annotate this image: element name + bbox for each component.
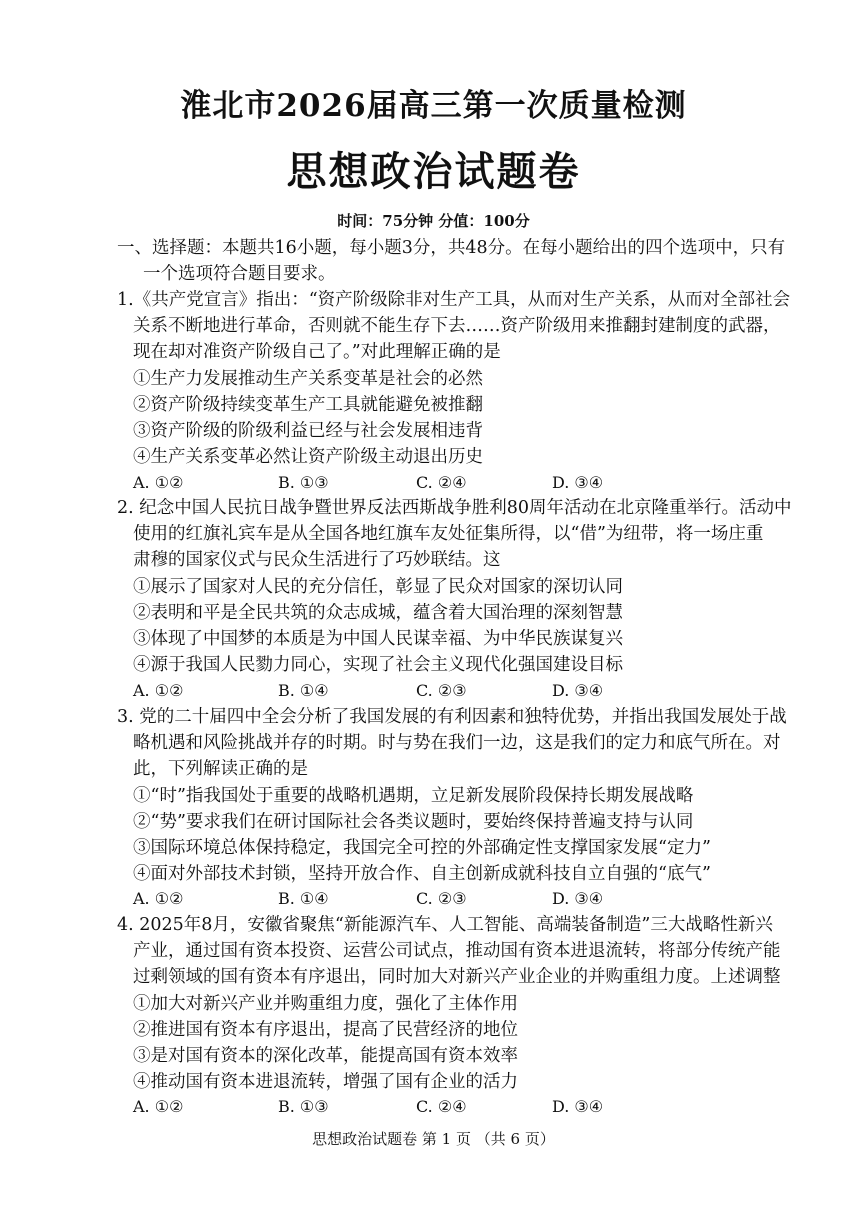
question-3-choice: ①“时”指我国处于重要的战略机遇期，立足新发展阶段保持长期发展战略 bbox=[133, 786, 694, 806]
option-a: A. ①② bbox=[133, 1097, 184, 1116]
question-3-choice: ②“势”要求我们在研讨国际社会各类议题时，要始终保持普遍支持与认同 bbox=[133, 812, 694, 832]
question-2-choice: ①展示了国家对人民的充分信任，彰显了民众对国家的深切认同 bbox=[133, 577, 623, 597]
section-instruction: 一、选择题：本题共16小题，每小题3分，共48分。在每小题给出的四个选项中，只有 bbox=[117, 238, 786, 258]
option-d: D. ③④ bbox=[552, 681, 604, 700]
question-2-choice: ③体现了中国梦的本质是为中国人民谋幸福、为中华民族谋复兴 bbox=[133, 629, 623, 649]
option-a: A. ①② bbox=[133, 889, 184, 908]
question-3-text: 3. 党的二十届四中全会分析了我国发展的有利因素和独特优势，并指出我国发展处于战 bbox=[117, 707, 787, 727]
option-d: D. ③④ bbox=[552, 889, 604, 908]
question-4-text: 4. 2025年8月，安徽省聚焦“新能源汽车、人工智能、高端装备制造”三大战略性新兴 bbox=[117, 915, 773, 935]
option-a: A. ①② bbox=[133, 473, 184, 492]
option-c: C. ②③ bbox=[416, 681, 467, 700]
option-d: D. ③④ bbox=[552, 473, 604, 492]
option-b: B. ①③ bbox=[278, 473, 329, 492]
subject-title: 思想政治试题卷 bbox=[286, 148, 581, 195]
option-b: B. ①③ bbox=[278, 1097, 329, 1116]
question-1-choice: ①生产力发展推动生产关系变革是社会的必然 bbox=[133, 369, 483, 389]
question-4-choice: ②推进国有资本有序退出，提高了民营经济的地位 bbox=[133, 1020, 518, 1040]
question-3-text: 略机遇和风险挑战并存的时期。时与势在我们一边，这是我们的定力和底气所在。对 bbox=[133, 733, 781, 753]
page-footer: 思想政治试题卷 第 1 页 （共 6 页） bbox=[312, 1130, 555, 1148]
option-a: A. ①② bbox=[133, 681, 184, 700]
question-3-text: 此，下列解读正确的是 bbox=[133, 759, 308, 779]
exam-meta: 时间：75分钟 分值：100分 bbox=[337, 212, 530, 230]
exam-title: 淮北市2026届高三第一次质量检测 bbox=[180, 88, 687, 124]
question-4-options bbox=[133, 1096, 633, 1118]
question-2-choice: ④源于我国人民勠力同心，实现了社会主义现代化强国建设目标 bbox=[133, 655, 623, 675]
question-2-choice: ②表明和平是全民共筑的众志成城，蕴含着大国治理的深刻智慧 bbox=[133, 603, 623, 623]
question-2-text: 使用的红旗礼宾车是从全国各地红旗车友处征集所得，以“借”为纽带，将一场庄重 bbox=[133, 524, 764, 544]
option-b: B. ①④ bbox=[278, 889, 329, 908]
question-2-options bbox=[133, 680, 633, 702]
question-1-choice: ②资产阶级持续变革生产工具就能避免被推翻 bbox=[133, 395, 483, 415]
question-1-text: 1.《共产党宣言》指出：“资产阶级除非对生产工具，从而对生产关系，从而对全部社会 bbox=[117, 290, 791, 310]
question-4-choice: ③是对国有资本的深化改革，能提高国有资本效率 bbox=[133, 1046, 518, 1066]
question-4-choice: ④推动国有资本进退流转，增强了国有企业的活力 bbox=[133, 1072, 518, 1092]
option-c: C. ②④ bbox=[416, 1097, 467, 1116]
question-4-text: 过剩领域的国有资本有序退出，同时加大对新兴产业企业的并购重组力度。上述调整 bbox=[133, 967, 781, 987]
option-c: C. ②④ bbox=[416, 473, 467, 492]
question-4-choice: ①加大对新兴产业并购重组力度，强化了主体作用 bbox=[133, 994, 518, 1014]
question-1-text: 关系不断地进行革命，否则就不能生存下去……资产阶级用来推翻封建制度的武器， bbox=[133, 316, 781, 336]
question-4-text: 产业，通过国有资本投资、运营公司试点，推动国有资本进退流转，将部分传统产能 bbox=[133, 941, 781, 961]
option-c: C. ②③ bbox=[416, 889, 467, 908]
question-3-choice: ④面对外部技术封锁，坚持开放合作、自主创新成就科技自立自强的“底气” bbox=[133, 864, 711, 884]
question-3-choice: ③国际环境总体保持稳定，我国完全可控的外部确定性支撑国家发展“定力” bbox=[133, 838, 711, 858]
question-3-options bbox=[133, 888, 633, 910]
option-b: B. ①④ bbox=[278, 681, 329, 700]
question-2-text: 2. 纪念中国人民抗日战争暨世界反法西斯战争胜利80周年活动在北京隆重举行。活动中 bbox=[117, 498, 792, 518]
section-instruction: 一个选项符合题目要求。 bbox=[143, 264, 336, 284]
question-1-text: 现在却对准资产阶级自己了。”对此理解正确的是 bbox=[133, 342, 501, 362]
option-d: D. ③④ bbox=[552, 1097, 604, 1116]
question-1-choice: ③资产阶级的阶级利益已经与社会发展相违背 bbox=[133, 421, 483, 441]
question-1-options bbox=[133, 472, 633, 494]
question-1-choice: ④生产关系变革必然让资产阶级主动退出历史 bbox=[133, 447, 483, 467]
question-2-text: 肃穆的国家仪式与民众生活进行了巧妙联结。这 bbox=[133, 550, 501, 570]
